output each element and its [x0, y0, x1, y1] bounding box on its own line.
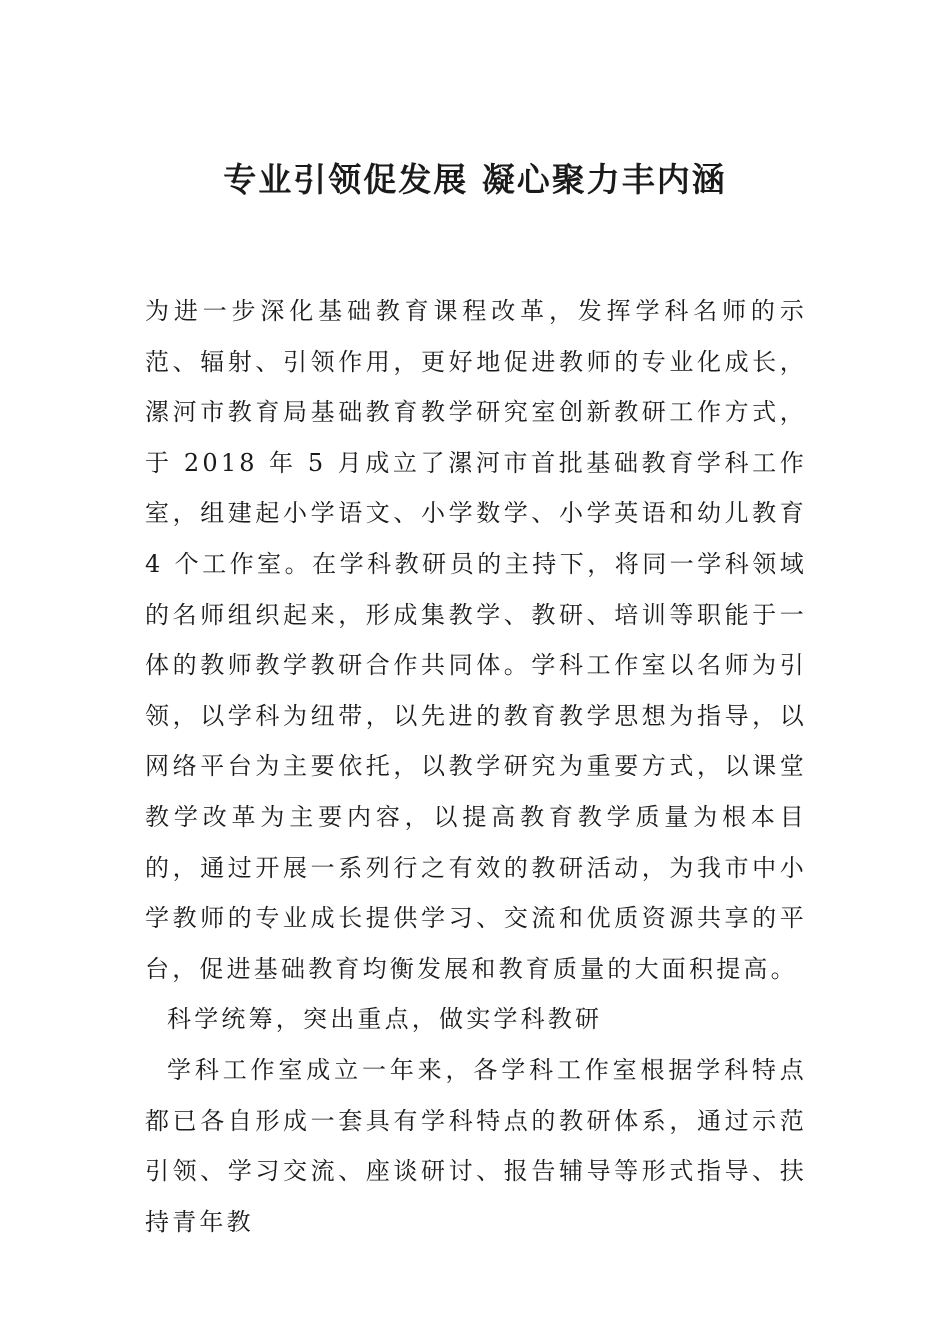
section-paragraph: 学科工作室成立一年来，各学科工作室根据学科特点都已各自形成一套具有学科特点的教研体系，通过示范引领、学习交流、座谈研讨、报告辅导等形式指导、扶持青年教 — [145, 1055, 807, 1236]
section-heading: 科学统筹，突出重点，做实学科教研 — [167, 1005, 603, 1034]
document-title: 专业引领促发展 凝心聚力丰内涵 — [223, 160, 727, 199]
document-body — [145, 286, 807, 1247]
intro-paragraph: 为进一步深化基础教育课程改革，发挥学科名师的示范、辐射、引领作用，更好地促进教师的专业化成长，漯河市教育局基础教育教学研究室创新教研工作方式，于 2018 年 5 月成立了漯河市首批基础教育学科工作室，组建起小学语文、小学数学、小学英语和幼儿教育 4 个工作室。在学科教研员的主持下，将同一学科领域的名师组织起来，形成集教学、教研、培训等职能于一体的教师教学教研合作共同体。学科工作室以名师为引领，以学科为纽带，以先进的教育教学思想为指导，以网络平台为主要依托，以教学研究为重要方式，以课堂教学改革为主要内容，以提高教育教学质量为根本目的，通过开展一系列行之有效的教研活动，为我市中小学教师的专业成长提供学习、交流和优质资源共享的平台，促进基础教育均衡发展和教育质量的大面积提高。 — [145, 297, 807, 983]
